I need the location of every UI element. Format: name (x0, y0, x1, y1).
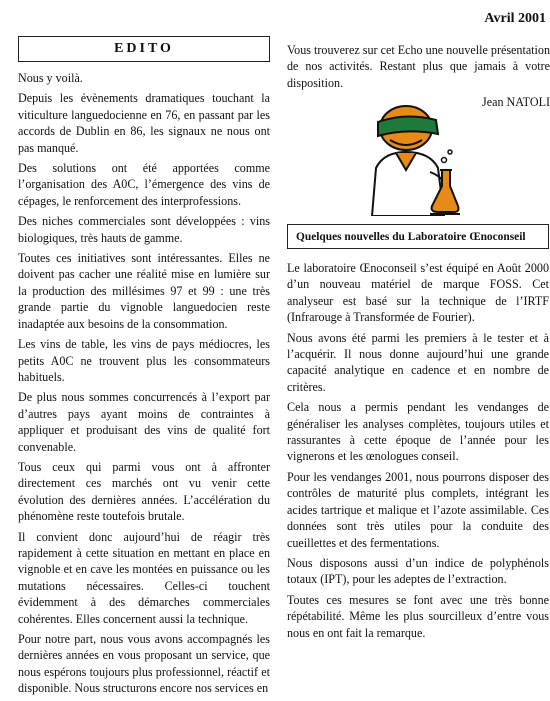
edito-title-box (18, 36, 270, 62)
edito-paragraph: Tous ceux qui parmi vous ont à affronter directement ces marchés ont vu venir cette évolution des dernières années. L’accélération du phénomène reste toutefois brutale. (18, 459, 270, 524)
article-paragraph: Nous avons été parmi les premiers à le tester et à l’acquérir. Il nous donne aujourd’hui une grande capacité analytique en cadence et en nombre de critères. (287, 330, 549, 394)
scientist-clipart (360, 98, 462, 216)
edito-paragraph: De plus nous sommes concurrencés à l’export par d’autres pays ayant moins de contraintes à appliquer et produisant des vins de qualité fort convenable. (18, 390, 270, 454)
article-paragraph: Le laboratoire Œnoconseil s’est équipé en Août 2000 d’un nouveau matériel de marque FOSS. Cet analyseur est basé sur la technique de l’IRTF (Infrarouge à Transformée de Fourier). (287, 261, 549, 325)
article-paragraph: Nous disposons aussi d’un indice de polyphénols totaux (IPT), pour les adeptes de l’extraction. (287, 555, 549, 587)
edito-paragraph: Pour notre part, nous vous avons accompagnés les dernières années en vous proposant un service, que nous espérons toujours plus professionnel, réactif et disponible. Nous structurons encore nos services en (18, 632, 270, 696)
edito-signature: Jean NATOLI (482, 95, 550, 110)
edito-column (18, 36, 270, 701)
right-column (287, 42, 550, 640)
article-paragraph: Toutes ces mesures se font avec une très bonne répétabilité. Même les plus sourcilleux d’entre vous nous en ont fait la remarque. (287, 592, 549, 640)
edito-continuation: Vous trouverez sur cet Echo une nouvelle présentation de nos activités. Restant plus que jamais à votre disposition. (287, 43, 550, 90)
article-title-box (287, 224, 549, 249)
article-title: Quelques nouvelles du Laboratoire Œnoconseil (296, 230, 526, 243)
issue-date: Avril 2001 (484, 11, 546, 26)
edito-paragraph: Nous y voilà. (18, 71, 83, 85)
edito-paragraph: Des solutions ont été apportées comme l’organisation des A0C, l’émergence des vins de cépages, le renforcement des interprofessions. (18, 161, 270, 208)
edito-title: EDITO (114, 41, 174, 56)
article-paragraph: Cela nous a permis pendant les vendanges de généraliser les analyses complètes, toujours utiles et rassurantes à cette époque de l’année pour les vignerons et les œnologues conseil. (287, 400, 549, 464)
edito-paragraph: Toutes ces initiatives sont intéressantes. Elles ne doivent pas cacher une réalité mise en lumière sur la production des millésimes 97 et 99 : une très grande partie du vignoble languedocien reste inadaptée aux besoins de la consommation. (18, 251, 270, 331)
article-paragraph: Pour les vendanges 2001, nous pourrons disposer des contrôles de maturité plus complets, intégrant les acides tartrique et malique et l’azote assimilable. Ces données sont très utiles pour la conduite des cueillettes et des fermentations. (287, 469, 549, 550)
edito-paragraph: Des niches commerciales sont développées : vins biologiques, très hauts de gamme. (18, 214, 270, 245)
edito-paragraph: Il convient donc aujourd’hui de réagir très rapidement à cette situation en mettant en place en vignoble et en cave les montées en puissance ou les mutations nécessaires. Celles-ci touchent évidemment à des démarches commerciales cohérentes. Elles concernent aussi la technique. (18, 529, 270, 626)
article-body (287, 260, 549, 645)
edito-paragraph: Les vins de table, les vins de pays médiocres, les petits A0C ne trouvent plus les consommateurs habituels. (18, 337, 270, 384)
edito-paragraph: Depuis les évènements dramatiques touchant la viticulture languedocienne en 76, en passant par les accords de Dublin en 86, les signaux ne nous ont pas manqué. (18, 91, 270, 155)
